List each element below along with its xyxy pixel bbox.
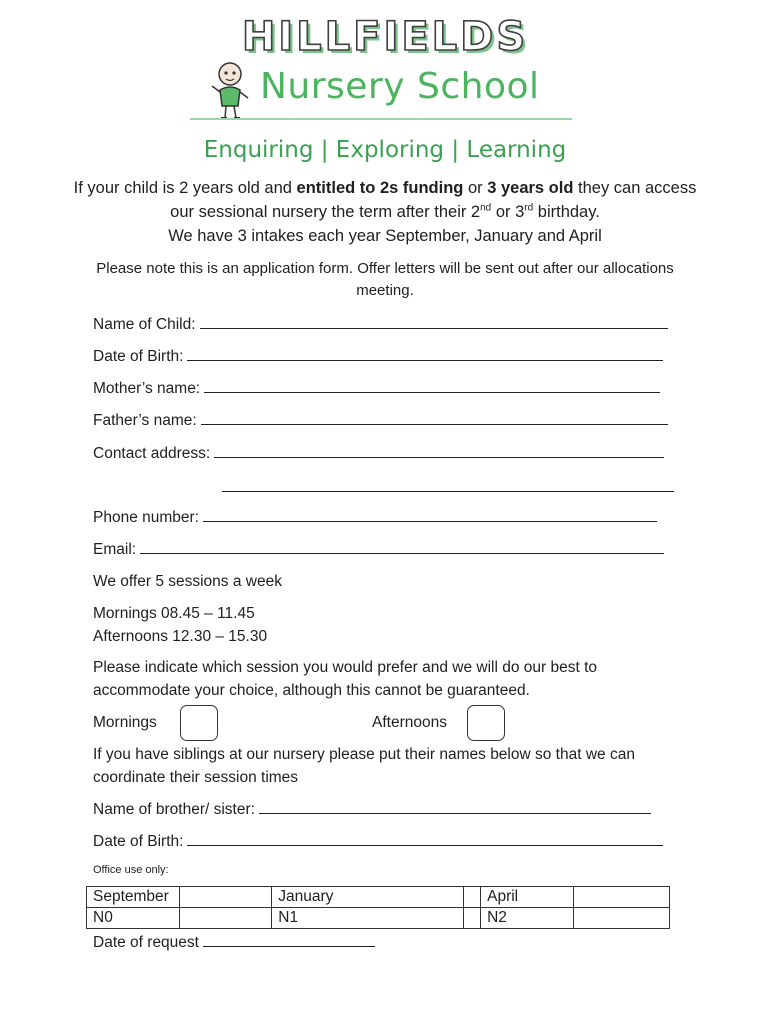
table-row [87,887,670,908]
table-cell[interactable] [464,908,481,929]
table-cell[interactable] [464,887,481,908]
school-name-logo: HILLFIELDS [241,14,529,60]
afternoons-label: Afternoons [372,714,447,731]
session-preference-text: Please indicate which session you would prefer and we will do our best to accommodate your choice, although this cannot be guaranteed. [93,659,598,699]
application-note: Please note this is an application form. Offer letters will be sent out after our allocations meeting. [96,260,674,299]
phone-number-field[interactable]: Phone number: [93,507,657,528]
sibling-name-field[interactable]: Name of brother/ sister: [93,799,651,820]
child-name-field[interactable]: Name of Child: [93,314,668,335]
table-row [87,908,670,929]
table-cell: N2 [481,908,574,929]
table-cell: April [481,887,574,908]
table-cell: N1 [272,908,464,929]
nursery-school-subtitle: Nursery School [260,66,540,107]
table-cell: September [87,887,180,908]
date-of-birth-field[interactable]: Date of Birth: [93,346,663,367]
tagline: Enquiring | Exploring | Learning [203,137,567,163]
intakes-line: We have 3 intakes each year September, January and April [168,227,602,245]
contact-address-field[interactable]: Contact address: [93,443,664,464]
table-cell: N0 [87,908,180,929]
mornings-time: Mornings 08.45 – 11.45 [93,605,255,622]
mornings-checkbox[interactable] [180,705,218,741]
siblings-intro: If you have siblings at our nursery please put their names below so that we can coordinate their session times [93,746,635,786]
intro-paragraph: If your child is 2 years old and entitled to 2s funding or 3 years old they can access our sessional nursery the term after their 2nd or 3rd birthday. We have 3 intakes each year September, January and April [73,179,697,245]
table-cell[interactable] [179,887,271,908]
office-use-label: Office use only: [93,864,169,876]
sibling-dob-field[interactable]: Date of Birth: [93,831,663,852]
table-cell: January [272,887,464,908]
afternoons-time: Afternoons 12.30 – 15.30 [93,628,268,645]
table-cell[interactable] [179,908,271,929]
afternoons-checkbox[interactable] [467,705,505,741]
sessions-offer: We offer 5 sessions a week [93,573,282,590]
father-name-field[interactable]: Father’s name: [93,410,668,431]
office-use-table [86,886,670,929]
logo-divider [190,118,572,120]
child-mascot-icon [206,60,254,122]
table-cell[interactable] [573,887,669,908]
mother-name-field[interactable]: Mother’s name: [93,378,660,399]
email-field[interactable]: Email: [93,539,664,560]
table-cell[interactable] [573,908,669,929]
contact-address-line-2[interactable] [222,490,674,492]
mornings-label: Mornings [93,714,157,731]
date-of-request-field[interactable]: Date of request [93,932,375,953]
